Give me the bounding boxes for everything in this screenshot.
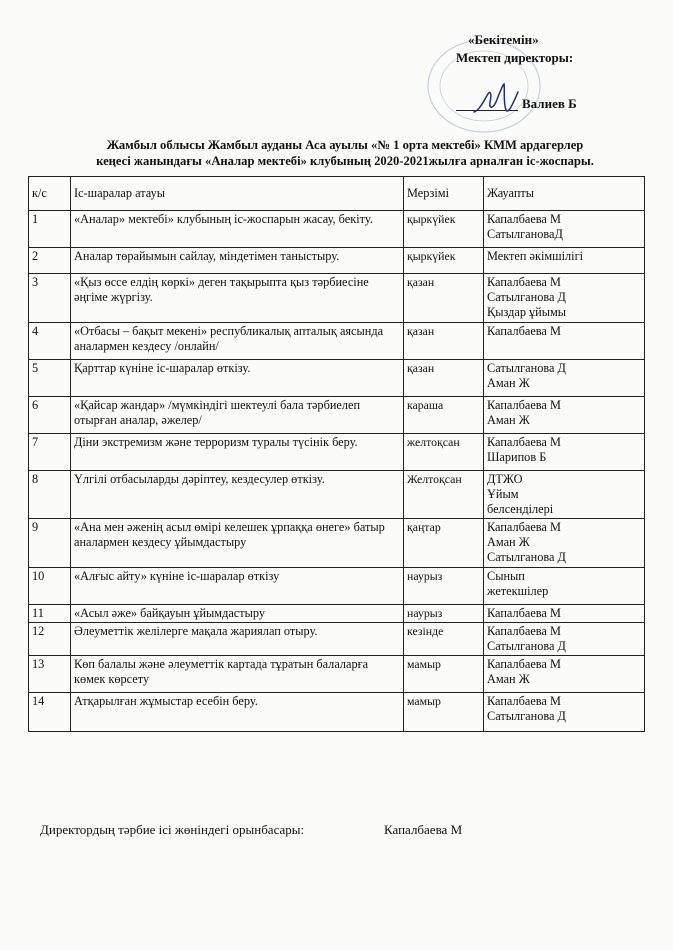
row-number: 2 <box>29 248 71 274</box>
row-responsible <box>484 323 645 360</box>
responsible-person: Капалбаева М <box>487 212 561 226</box>
row-activity: Көп балалы және әлеуметтік картада тұратын балаларға көмек көрсету <box>71 656 404 693</box>
responsible-person: Аман Ж <box>487 413 530 427</box>
row-number: 13 <box>29 656 71 693</box>
responsible-person: Капалбаева М <box>487 324 561 338</box>
responsible-person: Шарипов Б <box>487 450 547 464</box>
responsible-person: Капалбаева М <box>487 435 561 449</box>
responsible-person: белсенділері <box>487 502 554 516</box>
row-activity: «Асыл әже» байқауын ұйымдастыру <box>71 605 404 623</box>
table-row <box>29 471 645 519</box>
row-activity: «Алғыс айту» күніне іс-шаралар өткізу <box>71 568 404 605</box>
row-date: караша <box>404 397 484 434</box>
row-activity: Аналар төрайымын сайлау, міндетімен таныстыру. <box>71 248 404 274</box>
table-header-row <box>29 177 645 211</box>
row-date: кезінде <box>404 623 484 656</box>
row-number: 1 <box>29 211 71 248</box>
row-date: қазан <box>404 360 484 397</box>
responsible-person: Сатылганова Д <box>487 290 566 304</box>
responsible-person: Капалбаева М <box>487 606 561 620</box>
row-activity: «Ана мен әженің асыл өмірі келешек ұрпаққа өнеге» батыр аналармен кездесу ұйымдастыру <box>71 519 404 568</box>
responsible-person: СатылгановаД <box>487 227 563 241</box>
table-row <box>29 211 645 248</box>
row-number: 5 <box>29 360 71 397</box>
row-responsible <box>484 211 645 248</box>
row-date: қыркүйек <box>404 248 484 274</box>
row-responsible <box>484 360 645 397</box>
table-row <box>29 605 645 623</box>
row-number: 4 <box>29 323 71 360</box>
row-responsible <box>484 693 645 732</box>
row-date: наурыз <box>404 568 484 605</box>
row-activity: Үлгілі отбасыларды дәріптеу, кездесулер өткізу. <box>71 471 404 519</box>
row-date: мамыр <box>404 656 484 693</box>
table-row <box>29 623 645 656</box>
title-line-2: кеңесі жанындағы «Аналар мектебі» клубының 2020-2021жылға арналған іс-жоспары. <box>96 154 594 168</box>
table-row <box>29 693 645 732</box>
row-date: қазан <box>404 274 484 323</box>
row-number: 7 <box>29 434 71 471</box>
row-date: қазан <box>404 323 484 360</box>
table-row <box>29 397 645 434</box>
row-responsible <box>484 656 645 693</box>
row-activity: Әлеуметтік желілерге мақала жариялап отыру. <box>71 623 404 656</box>
row-responsible <box>484 248 645 274</box>
row-activity: «Қайсар жандар» /мүмкіндігі шектеулі бала тәрбиелеп отырған аналар, әжелер/ <box>71 397 404 434</box>
responsible-person: Сатылганова Д <box>487 709 566 723</box>
row-number: 3 <box>29 274 71 323</box>
row-activity: Атқарылған жұмыстар есебін беру. <box>71 693 404 732</box>
header-responsible: Жауапты <box>484 177 645 211</box>
responsible-person: Аман Ж <box>487 535 530 549</box>
approve-label: «Бекітемін» <box>468 32 539 47</box>
table-row <box>29 360 645 397</box>
table-row <box>29 568 645 605</box>
table-row <box>29 248 645 274</box>
row-number: 11 <box>29 605 71 623</box>
row-date: мамыр <box>404 693 484 732</box>
signature-icon <box>470 80 524 118</box>
row-responsible <box>484 471 645 519</box>
row-activity: Қарттар күніне іс-шаралар өткізу. <box>71 360 404 397</box>
deputy-name: Капалбаева М <box>384 822 463 837</box>
row-activity: «Қыз өссе елдің көркі» деген тақырыпта қыз тәрбиесіне әңгіме жүргізу. <box>71 274 404 323</box>
director-name: Валиев Б <box>522 96 577 111</box>
row-activity: «Аналар» мектебі» клубының іс-жоспарын жасау, бекіту. <box>71 211 404 248</box>
deputy-position: Директордың тәрбие ісі жөніндегі орынбасары: <box>40 822 305 837</box>
row-date: наурыз <box>404 605 484 623</box>
responsible-person: Сатылганова Д <box>487 361 566 375</box>
document-title <box>30 137 660 169</box>
row-number: 12 <box>29 623 71 656</box>
responsible-person: Капалбаева М <box>487 624 561 638</box>
responsible-person: Капалбаева М <box>487 694 561 708</box>
row-date: желтоқсан <box>404 434 484 471</box>
row-responsible <box>484 568 645 605</box>
table-row <box>29 656 645 693</box>
row-number: 6 <box>29 397 71 434</box>
responsible-person: Сатылганова Д <box>487 550 566 564</box>
table-row <box>29 274 645 323</box>
row-date: Желтоқсан <box>404 471 484 519</box>
responsible-person: Капалбаева М <box>487 398 561 412</box>
table-row <box>29 434 645 471</box>
responsible-person: Сатылганова Д <box>487 639 566 653</box>
table-row <box>29 519 645 568</box>
responsible-person: Капалбаева М <box>487 520 561 534</box>
header-activity: Іс-шаралар атауы <box>71 177 404 211</box>
activity-plan-table <box>28 176 645 732</box>
table-row <box>29 323 645 360</box>
responsible-person: ДТЖО <box>487 472 523 486</box>
responsible-person: Ұйым <box>487 487 519 501</box>
row-responsible <box>484 274 645 323</box>
row-responsible <box>484 397 645 434</box>
row-date: қыркүйек <box>404 211 484 248</box>
responsible-person: Капалбаева М <box>487 275 561 289</box>
responsible-person: Аман Ж <box>487 672 530 686</box>
row-activity: Діни экстремизм және терроризм туралы түсінік беру. <box>71 434 404 471</box>
row-responsible <box>484 519 645 568</box>
row-number: 10 <box>29 568 71 605</box>
row-date: қаңтар <box>404 519 484 568</box>
responsible-person: Капалбаева М <box>487 657 561 671</box>
title-line-1: Жамбыл облысы Жамбыл ауданы Аса ауылы «№ 1 орта мектебі» КММ ардагерлер <box>106 138 584 152</box>
responsible-person: Мектеп әкімшілігі <box>487 249 584 263</box>
approval-block <box>456 32 656 66</box>
row-responsible <box>484 605 645 623</box>
row-responsible <box>484 434 645 471</box>
row-number: 14 <box>29 693 71 732</box>
header-number: к/с <box>29 177 71 211</box>
responsible-person: Қыздар ұйымы <box>487 305 567 319</box>
row-activity: «Отбасы – бақыт мекені» республикалық апталық аясында аналармен кездесу /онлайн/ <box>71 323 404 360</box>
responsible-person: Сынып <box>487 569 525 583</box>
row-number: 9 <box>29 519 71 568</box>
header-date: Мерзімі <box>404 177 484 211</box>
row-number: 8 <box>29 471 71 519</box>
director-title: Мектеп директоры: <box>456 50 574 65</box>
signature-footer <box>40 822 463 838</box>
responsible-person: жетекшілер <box>487 584 549 598</box>
responsible-person: Аман Ж <box>487 376 530 390</box>
row-responsible <box>484 623 645 656</box>
